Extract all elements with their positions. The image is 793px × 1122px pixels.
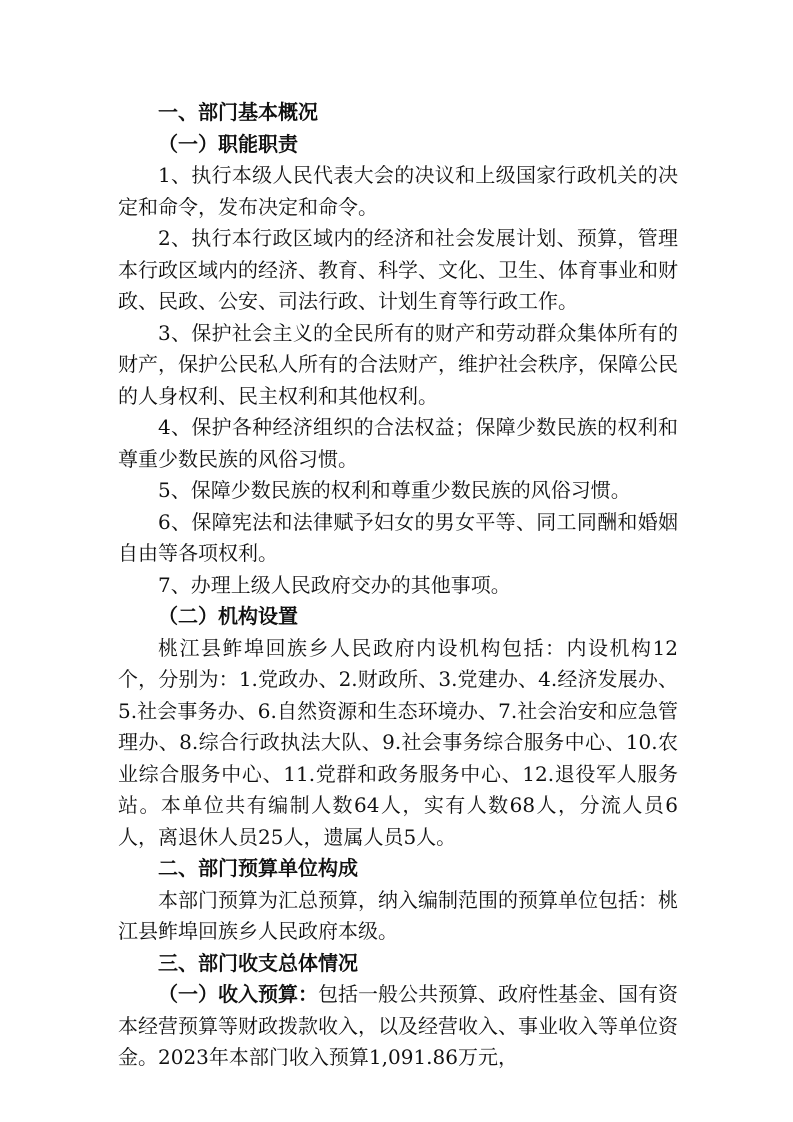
budget-units-paragraph: 本部门预算为汇总预算，纳入编制范围的预算单位包括：桃江县鲊埠回族乡人民政府本级。 xyxy=(118,887,678,943)
document-body xyxy=(118,97,678,1074)
duty-item-3: 3、保护社会主义的全民所有的财产和劳动群众集体所有的财产，保护公民私人所有的合法财产，维护社会秩序，保障公民的人身权利、民主权利和其他权利。 xyxy=(118,320,678,408)
duty-item-2: 2、执行本行政区域内的经济和社会发展计划、预算，管理本行政区域内的经济、教育、科学、文化、卫生、体育事业和财政、民政、公安、司法行政、计划生育等行政工作。 xyxy=(118,226,678,313)
revenue-budget-lead: （一）收入预算： xyxy=(158,982,318,1006)
duty-item-5: 5、保障少数民族的权利和尊重少数民族的风俗习惯。 xyxy=(158,478,631,502)
organization-paragraph: 桃江县鲊埠回族乡人民政府内设机构包括：内设机构12个，分别为：1.党政办、2.财政所、3.党建办、4.经济发展办、5.社会事务办、6.自然资源和生态环境办、7.社会治安和应急管理办、8.综合行政执法大队、9.社会事务综合服务中心、10.农业综合服务中心、11.党群和政务服务中心、12.退役军人服务站。本单位共有编制人数64人，实有人数68人，分流人员6人，离退休人员25人，遗属人员5人。 xyxy=(118,635,678,849)
subheading-duties: （一）职能职责 xyxy=(158,131,298,156)
subheading-organization: （二）机构设置 xyxy=(158,604,298,628)
duty-item-1: 1、执行本级人民代表大会的决议和上级国家行政机关的决定和命令，发布决定和命令。 xyxy=(118,163,678,219)
revenue-budget-paragraph xyxy=(118,979,678,1074)
duty-item-7: 7、办理上级人民政府交办的其他事项。 xyxy=(158,572,511,597)
revenue-budget-text: 包括一般公共预算、政府性基金、国有资本经营预算等财政拨款收入，以及经营收入、事业收入等单位资金。2023年本部门收入预算1,091.86万元， xyxy=(118,982,678,1069)
section-heading-overview: 一、部门基本概况 xyxy=(158,100,318,124)
duty-item-4: 4、保护各种经济组织的合法权益；保障少数民族的权利和尊重少数民族的风俗习惯。 xyxy=(118,415,678,471)
section-heading-budget-units: 二、部门预算单位构成 xyxy=(158,856,358,880)
section-heading-revenue-expenditure: 三、部门收支总体情况 xyxy=(158,950,358,975)
duty-item-6: 6、保障宪法和法律赋予妇女的男女平等、同工同酬和婚姻自由等各项权利。 xyxy=(118,509,678,565)
